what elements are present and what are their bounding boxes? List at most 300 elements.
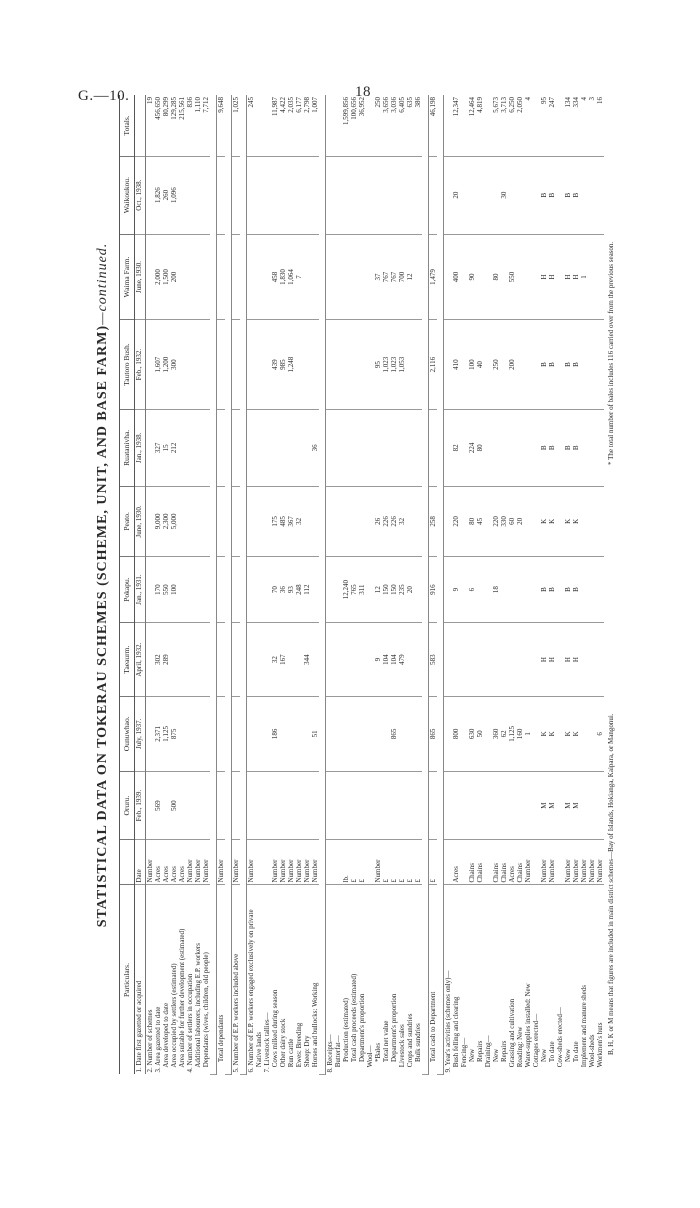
row-value	[429, 771, 438, 840]
row-value: 569	[154, 771, 162, 840]
row-particular: Cottages erected—	[532, 1013, 540, 1073]
row-particular: Wool—	[366, 1045, 374, 1073]
row-value: 6,405	[398, 95, 406, 156]
row-value	[406, 696, 414, 771]
row-particular: 9. Year's activities (schemes only)—	[444, 970, 452, 1073]
table-row	[186, 95, 194, 1075]
table-row	[484, 95, 492, 1075]
row-value	[414, 696, 422, 771]
col-header-scheme: Taeaurm.	[120, 623, 135, 696]
row-unit: Number	[271, 840, 279, 885]
row-value	[217, 771, 226, 840]
row-value: 36	[311, 409, 319, 486]
table-row	[516, 95, 524, 1075]
row-value: 2,116	[429, 320, 438, 409]
row-value: 334	[572, 95, 580, 156]
row-value	[263, 320, 271, 409]
row-value: 11,987	[271, 95, 279, 156]
row-value	[350, 623, 358, 696]
row-value	[303, 320, 311, 409]
row-value: 500	[170, 771, 178, 840]
row-value: 150	[382, 556, 390, 623]
table-row	[548, 95, 556, 1075]
row-value	[406, 409, 414, 486]
row-value	[146, 696, 155, 771]
row-value	[311, 486, 319, 556]
row-value: 82	[452, 409, 460, 486]
row-value	[460, 320, 468, 409]
row-value	[271, 156, 279, 234]
row-value: 1,607	[154, 320, 162, 409]
row-value: B	[564, 156, 572, 234]
table-row	[194, 95, 202, 1075]
row-value: 175	[271, 486, 279, 556]
row-value	[556, 95, 564, 156]
row-value	[460, 486, 468, 556]
title-suffix: —continued.	[95, 242, 110, 325]
row-value	[532, 156, 540, 234]
row-value	[516, 320, 524, 409]
row-value	[444, 95, 453, 156]
row-value	[476, 556, 484, 623]
row-value	[255, 696, 263, 771]
row-value: 289	[162, 623, 170, 696]
row-value	[580, 320, 588, 409]
row-value	[326, 320, 335, 409]
row-value	[232, 156, 241, 234]
row-value: 12,240	[342, 556, 350, 623]
row-value	[414, 486, 422, 556]
row-value: 1,826	[154, 156, 162, 234]
row-value	[500, 234, 508, 320]
row-value	[580, 623, 588, 696]
row-value	[295, 771, 303, 840]
row-value: 90	[468, 234, 476, 320]
row-particular: Draining—	[484, 1035, 492, 1073]
row-value	[414, 234, 422, 320]
row-value: 865	[429, 696, 438, 771]
row-value	[596, 486, 604, 556]
row-value	[178, 771, 186, 840]
row-unit: £	[429, 840, 438, 885]
row-value	[217, 320, 226, 409]
table-row	[154, 95, 162, 1075]
row-unit: Number	[572, 840, 580, 885]
row-value: K	[564, 696, 572, 771]
row-value: 9	[452, 556, 460, 623]
row-value: K	[548, 486, 556, 556]
row-unit: Chains	[468, 840, 476, 885]
row-value	[588, 771, 596, 840]
table-row	[580, 95, 588, 1075]
row-value	[484, 556, 492, 623]
row-value: 1,096	[170, 156, 178, 234]
table-row	[406, 95, 414, 1075]
row-value	[532, 95, 540, 156]
row-value	[580, 156, 588, 234]
row-value	[366, 623, 374, 696]
row-value: 80	[492, 234, 500, 320]
table-row	[429, 95, 438, 1075]
row-value	[500, 623, 508, 696]
row-value	[326, 234, 335, 320]
row-value: M	[540, 771, 548, 840]
row-unit	[326, 840, 335, 885]
row-value	[374, 696, 382, 771]
row-value	[476, 623, 484, 696]
row-value: 37	[374, 234, 382, 320]
row-value	[588, 234, 596, 320]
row-unit: £	[390, 840, 398, 885]
row-value	[334, 696, 342, 771]
row-value	[311, 771, 319, 840]
row-particular: Area suitable for further development (estimated)	[178, 928, 186, 1073]
table-row	[162, 95, 170, 1075]
row-value: 330	[500, 486, 508, 556]
row-value	[247, 696, 256, 771]
row-value: 5,673	[492, 95, 500, 156]
row-value	[508, 156, 516, 234]
row-value	[406, 486, 414, 556]
row-value: 80,299	[162, 95, 170, 156]
row-value	[596, 556, 604, 623]
row-value	[202, 234, 210, 320]
row-particular: Cow-sheds erected—	[556, 1007, 564, 1073]
row-value	[255, 623, 263, 696]
row-value	[255, 320, 263, 409]
row-value	[342, 234, 350, 320]
row-value	[186, 696, 194, 771]
row-value	[460, 156, 468, 234]
row-value	[398, 771, 406, 840]
row-value	[146, 320, 155, 409]
row-particular: 7. Livestock tallies—	[263, 1012, 271, 1073]
row-value	[146, 623, 155, 696]
row-value	[524, 623, 532, 696]
row-unit: Number	[186, 840, 194, 885]
row-value	[146, 486, 155, 556]
page-reference: G.—10.	[78, 88, 130, 104]
row-value	[178, 696, 186, 771]
row-value: B	[564, 409, 572, 486]
row-particular: 1. Date first gazetted or acquired	[135, 885, 146, 1075]
row-value	[508, 623, 516, 696]
row-unit: £	[406, 840, 414, 885]
row-value	[414, 156, 422, 234]
row-value	[358, 234, 366, 320]
table-row	[460, 95, 468, 1075]
row-value	[186, 556, 194, 623]
col-header-scheme: Ounuwhao.	[120, 696, 135, 771]
row-value	[444, 234, 453, 320]
row-value: April, 1932.	[135, 623, 146, 696]
row-particular: Repairs	[476, 1040, 484, 1073]
col-header-scheme: Waima Farm.	[120, 234, 135, 320]
row-value	[350, 696, 358, 771]
row-value: 250	[374, 95, 382, 156]
row-value	[444, 320, 453, 409]
table-row	[540, 95, 548, 1075]
table-row	[532, 95, 540, 1075]
row-unit	[532, 840, 540, 885]
row-value	[311, 234, 319, 320]
row-value: 367	[287, 486, 295, 556]
table-row	[468, 95, 476, 1075]
table-row	[358, 95, 366, 1075]
row-particular: Department's proportion	[358, 993, 366, 1073]
row-unit: Number	[540, 840, 548, 885]
row-value: 4	[580, 95, 588, 156]
row-value: 70	[271, 556, 279, 623]
row-value: 200	[508, 320, 516, 409]
row-value: 112	[303, 556, 311, 623]
row-particular: Total cash to Department	[429, 991, 437, 1073]
row-value: 7	[295, 234, 303, 320]
row-value	[532, 696, 540, 771]
row-value	[358, 409, 366, 486]
row-value	[334, 156, 342, 234]
row-unit: Number	[202, 840, 210, 885]
row-particular: Fencing—	[460, 1037, 468, 1073]
row-value	[382, 409, 390, 486]
row-value	[350, 320, 358, 409]
row-value	[444, 696, 453, 771]
row-value	[217, 556, 226, 623]
row-unit: Acres	[170, 840, 178, 885]
row-value	[524, 771, 532, 840]
row-particular: To date	[572, 1041, 580, 1073]
row-particular: 8. Receipts—	[326, 1034, 334, 1073]
row-value	[263, 486, 271, 556]
row-value: B	[548, 409, 556, 486]
row-particular: Butterfat—	[334, 1035, 342, 1073]
row-value: 20	[406, 556, 414, 623]
row-value	[532, 771, 540, 840]
row-value: 583	[429, 623, 438, 696]
row-value	[484, 486, 492, 556]
row-value	[263, 556, 271, 623]
row-value	[398, 156, 406, 234]
row-value	[342, 623, 350, 696]
row-value: 5,000	[170, 486, 178, 556]
col-header-scheme: Waikoukou.	[120, 156, 135, 234]
row-unit	[444, 840, 453, 885]
row-value	[460, 771, 468, 840]
row-value	[326, 623, 335, 696]
row-particular: Roading: New	[516, 1026, 524, 1073]
row-value: 4	[524, 95, 532, 156]
row-value	[232, 556, 241, 623]
row-value	[484, 623, 492, 696]
row-value	[334, 234, 342, 320]
row-value: 226	[382, 486, 390, 556]
row-value: 2,035	[287, 95, 295, 156]
row-particular: New	[492, 1048, 500, 1073]
row-value	[484, 696, 492, 771]
row-value	[178, 623, 186, 696]
row-value	[217, 486, 226, 556]
row-value: K	[540, 486, 548, 556]
row-value: 1,200	[162, 320, 170, 409]
row-value: 129,285	[170, 95, 178, 156]
row-value: K	[548, 696, 556, 771]
row-particular: Repairs	[500, 1040, 508, 1073]
table-row	[295, 95, 303, 1075]
row-value: 104	[390, 623, 398, 696]
row-value: M	[572, 771, 580, 840]
row-unit	[484, 840, 492, 885]
row-value	[342, 156, 350, 234]
row-value: 1,125	[162, 696, 170, 771]
row-value: July, 1937.	[135, 696, 146, 771]
table-row	[382, 95, 390, 1075]
row-value: 9	[374, 623, 382, 696]
row-value: 100	[170, 556, 178, 623]
row-value: K	[564, 486, 572, 556]
row-value: 6,177	[295, 95, 303, 156]
row-unit: Number	[247, 840, 256, 885]
row-value: 18	[492, 556, 500, 623]
row-value	[178, 156, 186, 234]
row-value	[366, 156, 374, 234]
row-value: B	[564, 320, 572, 409]
row-unit: Acres	[178, 840, 186, 885]
row-unit: Date	[135, 840, 146, 885]
row-particular: Run cattle	[287, 1038, 295, 1073]
table-row	[170, 95, 178, 1075]
table-row	[556, 95, 564, 1075]
row-value: 12	[406, 234, 414, 320]
row-value	[596, 771, 604, 840]
row-value	[287, 623, 295, 696]
row-unit: Number	[596, 840, 604, 885]
table-header-row	[120, 95, 135, 1075]
row-value: 258	[429, 486, 438, 556]
row-value: 220	[452, 486, 460, 556]
row-value: 767	[390, 234, 398, 320]
row-value: Feb., 1939.	[135, 771, 146, 840]
col-header-scheme: Pokapu.	[120, 556, 135, 623]
row-value: 2,798	[303, 95, 311, 156]
row-value: 226	[390, 486, 398, 556]
table-row	[263, 95, 271, 1075]
row-value	[194, 623, 202, 696]
footnote-left: B, H, K or M means that figures are included in main district schemes—Bay of Islands, Hokianga, Kaipara, or Mangonui.	[607, 713, 615, 1055]
row-value	[232, 623, 241, 696]
row-value	[342, 771, 350, 840]
row-value	[492, 409, 500, 486]
row-value	[460, 234, 468, 320]
row-value	[279, 771, 287, 840]
row-value	[146, 234, 155, 320]
row-value	[255, 486, 263, 556]
row-value	[178, 320, 186, 409]
row-value	[452, 771, 460, 840]
row-value: B	[540, 320, 548, 409]
table-row	[202, 95, 210, 1075]
row-value: M	[564, 771, 572, 840]
row-unit: Number	[287, 840, 295, 885]
row-value	[186, 234, 194, 320]
row-value: 875	[170, 696, 178, 771]
row-particular: Crops and sundries	[406, 1013, 414, 1073]
row-particular: Workmen's huts	[596, 1022, 604, 1073]
row-value	[500, 409, 508, 486]
row-value	[358, 156, 366, 234]
row-value	[556, 156, 564, 234]
row-value	[255, 771, 263, 840]
table-row	[135, 95, 146, 1075]
col-header-unit	[120, 840, 135, 885]
row-unit: £	[358, 840, 366, 885]
row-value	[303, 696, 311, 771]
row-unit: £	[414, 840, 422, 885]
row-value	[476, 156, 484, 234]
row-value	[146, 556, 155, 623]
row-value: M	[548, 771, 556, 840]
row-value	[287, 156, 295, 234]
table-row	[279, 95, 287, 1075]
row-value: 2,050	[516, 95, 524, 156]
row-value	[414, 409, 422, 486]
row-value: 456,650	[154, 95, 162, 156]
row-value: H	[548, 234, 556, 320]
row-unit: Chains	[492, 840, 500, 885]
row-value	[358, 320, 366, 409]
row-particular: Ewes: Breeding	[295, 1022, 303, 1073]
row-value: 550	[162, 556, 170, 623]
table-row	[311, 95, 319, 1075]
table-row	[452, 95, 460, 1075]
row-particular: Livestock sales	[398, 1024, 406, 1073]
table-row	[247, 95, 256, 1075]
row-unit: Number	[564, 840, 572, 885]
row-value	[279, 156, 287, 234]
row-value	[444, 771, 453, 840]
row-value	[500, 771, 508, 840]
row-value	[414, 623, 422, 696]
row-value: B	[540, 156, 548, 234]
row-value	[334, 486, 342, 556]
row-value	[596, 623, 604, 696]
row-value: B	[572, 556, 580, 623]
row-value	[390, 409, 398, 486]
row-value	[500, 556, 508, 623]
row-particular: Sheep: Dry	[303, 1035, 311, 1073]
row-particular: Total cash proceeds (estimated)	[350, 973, 358, 1073]
row-value	[263, 95, 271, 156]
row-unit: £	[382, 840, 390, 885]
row-value: 327	[154, 409, 162, 486]
rotated-table-region	[95, 95, 645, 1075]
row-value	[247, 771, 256, 840]
table-row	[500, 95, 508, 1075]
row-value	[468, 623, 476, 696]
row-value: 458	[271, 234, 279, 320]
row-value: 80	[476, 409, 484, 486]
row-value: K	[572, 696, 580, 771]
row-value	[334, 95, 342, 156]
row-value	[232, 409, 241, 486]
row-value	[366, 409, 374, 486]
row-value	[162, 771, 170, 840]
row-value	[468, 771, 476, 840]
row-value	[556, 409, 564, 486]
row-value	[556, 771, 564, 840]
row-particular: Water-supplies installed: New	[524, 983, 532, 1073]
row-particular: *Bales	[374, 1042, 382, 1073]
row-value	[194, 234, 202, 320]
